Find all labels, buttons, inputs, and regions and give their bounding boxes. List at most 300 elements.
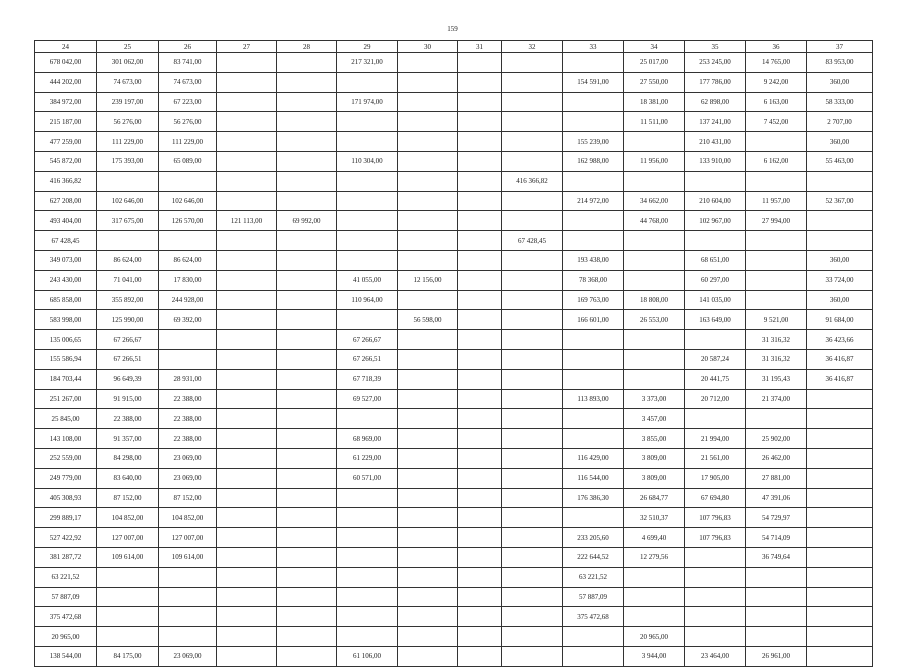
table-cell <box>398 171 458 191</box>
table-cell <box>97 607 159 627</box>
header-row <box>35 41 873 53</box>
table-cell <box>563 112 624 132</box>
table-cell <box>337 171 398 191</box>
table-cell <box>97 171 159 191</box>
table-cell <box>746 409 807 429</box>
table-cell <box>277 151 337 171</box>
table-cell <box>563 508 624 528</box>
table-cell <box>458 231 502 251</box>
table-cell <box>502 290 563 310</box>
table-cell: 138 544,00 <box>35 646 97 666</box>
table-cell <box>807 429 873 449</box>
table-cell: 23 464,00 <box>685 646 746 666</box>
table-cell <box>398 132 458 152</box>
table-row <box>35 627 873 647</box>
table-cell <box>458 310 502 330</box>
table-cell: 36 416,87 <box>807 369 873 389</box>
table-cell <box>746 567 807 587</box>
table-cell <box>624 171 685 191</box>
table-cell <box>563 171 624 191</box>
column-header: 31 <box>458 41 502 53</box>
table-cell: 67 266,51 <box>337 349 398 369</box>
table-cell: 11 957,00 <box>746 191 807 211</box>
table-cell: 349 073,00 <box>35 250 97 270</box>
table-cell <box>398 627 458 647</box>
table-cell <box>624 349 685 369</box>
table-cell: 125 990,00 <box>97 310 159 330</box>
table-cell: 55 463,00 <box>807 151 873 171</box>
table-cell: 4 699,40 <box>624 528 685 548</box>
table-cell: 253 245,00 <box>685 53 746 73</box>
table-cell: 405 308,93 <box>35 488 97 508</box>
table-cell <box>807 547 873 567</box>
page-number: 159 <box>447 25 458 33</box>
table-cell <box>217 330 277 350</box>
table-row <box>35 429 873 449</box>
table-cell <box>337 508 398 528</box>
table-cell <box>685 409 746 429</box>
table-cell: 175 393,00 <box>97 151 159 171</box>
table-cell <box>502 330 563 350</box>
table-cell: 27 881,00 <box>746 468 807 488</box>
table-cell <box>217 508 277 528</box>
table-cell <box>398 369 458 389</box>
table-cell: 375 472,68 <box>35 607 97 627</box>
table-cell <box>458 607 502 627</box>
table-cell <box>502 53 563 73</box>
table-cell <box>217 151 277 171</box>
table-cell <box>337 587 398 607</box>
table-cell: 104 852,00 <box>159 508 217 528</box>
table-row <box>35 607 873 627</box>
table-cell: 384 972,00 <box>35 92 97 112</box>
table-cell: 135 006,65 <box>35 330 97 350</box>
table-cell: 11 511,00 <box>624 112 685 132</box>
table-cell: 84 298,00 <box>97 448 159 468</box>
table-cell: 74 673,00 <box>159 72 217 92</box>
table-cell <box>398 528 458 548</box>
table-cell: 61 229,00 <box>337 448 398 468</box>
table-row <box>35 92 873 112</box>
table-cell <box>458 646 502 666</box>
table-cell: 355 892,00 <box>97 290 159 310</box>
table-cell <box>277 587 337 607</box>
table-cell <box>502 607 563 627</box>
table-cell <box>277 330 337 350</box>
table-cell: 56 598,00 <box>398 310 458 330</box>
table-cell: 26 462,00 <box>746 448 807 468</box>
table-cell <box>458 53 502 73</box>
table-cell <box>217 270 277 290</box>
table-cell <box>277 468 337 488</box>
table-cell <box>624 587 685 607</box>
table-cell: 86 624,00 <box>159 250 217 270</box>
table-cell: 137 241,00 <box>685 112 746 132</box>
table-cell: 360,00 <box>807 132 873 152</box>
table-cell: 56 276,00 <box>97 112 159 132</box>
table-cell <box>398 607 458 627</box>
table-cell <box>337 607 398 627</box>
table-row <box>35 349 873 369</box>
table-cell <box>97 627 159 647</box>
table-cell: 12 279,56 <box>624 547 685 567</box>
table-cell <box>398 409 458 429</box>
table-cell: 67 266,51 <box>97 349 159 369</box>
column-header: 37 <box>807 41 873 53</box>
table-cell <box>217 92 277 112</box>
table-cell <box>502 92 563 112</box>
table-cell <box>746 231 807 251</box>
table-cell: 67 223,00 <box>159 92 217 112</box>
table-cell <box>398 508 458 528</box>
table-cell: 20 965,00 <box>35 627 97 647</box>
table-cell <box>502 547 563 567</box>
table-cell <box>97 587 159 607</box>
table-cell <box>502 409 563 429</box>
table-cell <box>159 627 217 647</box>
table-cell <box>337 310 398 330</box>
table-cell <box>398 646 458 666</box>
table-cell <box>217 528 277 548</box>
table-cell <box>746 587 807 607</box>
table-cell: 63 221,52 <box>35 567 97 587</box>
table-cell <box>502 587 563 607</box>
table-row <box>35 171 873 191</box>
table-cell: 84 175,00 <box>97 646 159 666</box>
table-cell <box>807 607 873 627</box>
table-cell: 249 779,00 <box>35 468 97 488</box>
table-cell <box>563 231 624 251</box>
table-cell <box>685 567 746 587</box>
table-cell: 381 287,72 <box>35 547 97 567</box>
table-cell: 685 858,00 <box>35 290 97 310</box>
table-cell <box>502 72 563 92</box>
table-cell: 60 571,00 <box>337 468 398 488</box>
table-row <box>35 389 873 409</box>
table-cell <box>277 409 337 429</box>
table-cell <box>337 627 398 647</box>
table-cell <box>746 290 807 310</box>
table-cell <box>217 112 277 132</box>
table-cell <box>458 448 502 468</box>
table-cell <box>398 488 458 508</box>
table-cell: 155 239,00 <box>563 132 624 152</box>
table-cell: 102 646,00 <box>97 191 159 211</box>
table-cell: 27 550,00 <box>624 72 685 92</box>
table-cell <box>563 53 624 73</box>
table-cell: 41 055,00 <box>337 270 398 290</box>
table-cell: 68 969,00 <box>337 429 398 449</box>
table-cell: 56 276,00 <box>159 112 217 132</box>
table-cell <box>458 429 502 449</box>
table-cell: 104 852,00 <box>97 508 159 528</box>
table-cell <box>398 349 458 369</box>
table-header <box>35 41 873 53</box>
table-cell <box>277 646 337 666</box>
table-cell: 102 646,00 <box>159 191 217 211</box>
table-cell <box>458 409 502 429</box>
table-cell <box>159 231 217 251</box>
table-cell <box>217 132 277 152</box>
table-cell: 133 910,00 <box>685 151 746 171</box>
table-cell: 3 373,00 <box>624 389 685 409</box>
table-cell: 61 106,00 <box>337 646 398 666</box>
table-cell: 107 796,83 <box>685 528 746 548</box>
table-cell <box>502 646 563 666</box>
table-cell <box>277 448 337 468</box>
table-cell <box>277 389 337 409</box>
table-cell: 210 431,00 <box>685 132 746 152</box>
table-cell <box>277 528 337 548</box>
table-cell <box>337 72 398 92</box>
table-cell: 3 457,00 <box>624 409 685 429</box>
table-cell <box>277 429 337 449</box>
column-header: 34 <box>624 41 685 53</box>
table-cell <box>502 448 563 468</box>
table-cell <box>398 92 458 112</box>
ledger-table <box>34 40 873 667</box>
table-cell: 110 964,00 <box>337 290 398 310</box>
table-cell <box>217 448 277 468</box>
table-cell: 126 570,00 <box>159 211 217 231</box>
column-header: 36 <box>746 41 807 53</box>
table-cell <box>458 270 502 290</box>
table-cell <box>159 171 217 191</box>
table-cell: 67 266,67 <box>97 330 159 350</box>
table-body <box>35 53 873 667</box>
table-cell: 21 374,00 <box>746 389 807 409</box>
table-cell: 110 304,00 <box>337 151 398 171</box>
table-cell <box>458 211 502 231</box>
table-row <box>35 53 873 73</box>
table-cell: 23 069,00 <box>159 646 217 666</box>
table-cell: 17 905,00 <box>685 468 746 488</box>
table-cell <box>502 567 563 587</box>
table-cell <box>159 567 217 587</box>
table-row <box>35 567 873 587</box>
table-cell: 678 042,00 <box>35 53 97 73</box>
table-cell <box>502 310 563 330</box>
table-cell <box>97 567 159 587</box>
table-cell: 493 404,00 <box>35 211 97 231</box>
table-cell <box>563 409 624 429</box>
table-cell: 36 749,64 <box>746 547 807 567</box>
table-cell: 44 768,00 <box>624 211 685 231</box>
table-cell <box>398 250 458 270</box>
table-cell <box>458 250 502 270</box>
table-cell <box>807 468 873 488</box>
table-cell <box>217 53 277 73</box>
table-cell: 57 887,09 <box>35 587 97 607</box>
table-cell: 22 388,00 <box>97 409 159 429</box>
table-cell <box>97 231 159 251</box>
table-cell <box>563 646 624 666</box>
table-cell: 299 889,17 <box>35 508 97 528</box>
table-cell <box>458 528 502 548</box>
table-cell: 217 321,00 <box>337 53 398 73</box>
table-cell <box>217 587 277 607</box>
table-cell: 171 974,00 <box>337 92 398 112</box>
table-cell: 109 614,00 <box>97 547 159 567</box>
table-cell: 141 035,00 <box>685 290 746 310</box>
table-cell: 87 152,00 <box>97 488 159 508</box>
table-cell <box>502 151 563 171</box>
table-cell <box>502 191 563 211</box>
table-cell: 23 069,00 <box>159 468 217 488</box>
table-cell <box>563 330 624 350</box>
table-cell: 78 368,00 <box>563 270 624 290</box>
table-row <box>35 72 873 92</box>
table-cell <box>337 567 398 587</box>
table-cell <box>807 211 873 231</box>
table-cell: 32 510,37 <box>624 508 685 528</box>
table-cell: 111 229,00 <box>159 132 217 152</box>
table-cell <box>563 92 624 112</box>
table-cell <box>563 429 624 449</box>
table-row <box>35 231 873 251</box>
table-cell <box>277 369 337 389</box>
table-cell <box>807 646 873 666</box>
table-row <box>35 448 873 468</box>
table-cell: 33 724,00 <box>807 270 873 290</box>
table-cell <box>807 231 873 251</box>
table-cell: 6 163,00 <box>746 92 807 112</box>
table-cell: 176 386,30 <box>563 488 624 508</box>
table-cell <box>458 290 502 310</box>
table-cell: 62 898,00 <box>685 92 746 112</box>
table-cell <box>458 330 502 350</box>
table-cell: 17 830,00 <box>159 270 217 290</box>
table-cell <box>217 627 277 647</box>
table-cell <box>458 468 502 488</box>
table-cell: 184 703,44 <box>35 369 97 389</box>
table-cell: 214 972,00 <box>563 191 624 211</box>
table-cell <box>458 92 502 112</box>
table-cell <box>277 567 337 587</box>
table-cell <box>159 607 217 627</box>
table-cell <box>807 627 873 647</box>
table-cell: 243 430,00 <box>35 270 97 290</box>
table-cell: 34 662,00 <box>624 191 685 211</box>
table-cell: 113 893,00 <box>563 389 624 409</box>
table-cell: 18 808,00 <box>624 290 685 310</box>
table-cell: 69 527,00 <box>337 389 398 409</box>
table-cell: 65 089,00 <box>159 151 217 171</box>
table-cell: 20 441,75 <box>685 369 746 389</box>
table-cell: 143 108,00 <box>35 429 97 449</box>
table-cell: 91 684,00 <box>807 310 873 330</box>
table-cell <box>398 290 458 310</box>
table-cell: 91 357,00 <box>97 429 159 449</box>
table-cell <box>337 231 398 251</box>
table-cell <box>277 112 337 132</box>
table-cell: 416 366,82 <box>35 171 97 191</box>
table-cell <box>217 191 277 211</box>
table-cell: 83 640,00 <box>97 468 159 488</box>
table-cell <box>337 409 398 429</box>
table-cell <box>217 250 277 270</box>
table-cell: 360,00 <box>807 72 873 92</box>
column-header: 33 <box>563 41 624 53</box>
table-cell: 26 684,77 <box>624 488 685 508</box>
table-cell <box>217 310 277 330</box>
table-cell <box>277 349 337 369</box>
table-cell: 22 388,00 <box>159 409 217 429</box>
table-cell <box>277 290 337 310</box>
table-row <box>35 468 873 488</box>
table-cell <box>458 72 502 92</box>
table-row <box>35 310 873 330</box>
table-cell <box>277 72 337 92</box>
table-cell: 58 333,00 <box>807 92 873 112</box>
table-cell: 14 765,00 <box>746 53 807 73</box>
table-cell: 3 809,00 <box>624 468 685 488</box>
table-cell: 360,00 <box>807 250 873 270</box>
table-cell <box>217 409 277 429</box>
table-row <box>35 547 873 567</box>
column-header: 35 <box>685 41 746 53</box>
table-cell <box>502 627 563 647</box>
table-cell <box>458 112 502 132</box>
table-cell: 26 553,00 <box>624 310 685 330</box>
table-cell <box>217 567 277 587</box>
table-row <box>35 191 873 211</box>
table-cell <box>277 270 337 290</box>
table-cell <box>217 171 277 191</box>
table-cell: 583 998,00 <box>35 310 97 330</box>
table-cell: 27 994,00 <box>746 211 807 231</box>
table-cell: 222 644,52 <box>563 547 624 567</box>
table-cell <box>746 270 807 290</box>
table-cell: 60 297,00 <box>685 270 746 290</box>
table-cell: 6 162,00 <box>746 151 807 171</box>
table-cell: 416 366,82 <box>502 171 563 191</box>
table-cell: 20 712,00 <box>685 389 746 409</box>
table-row <box>35 211 873 231</box>
table-cell <box>458 132 502 152</box>
table-cell <box>624 567 685 587</box>
table-cell <box>398 330 458 350</box>
table-cell: 63 221,52 <box>563 567 624 587</box>
table-cell <box>458 389 502 409</box>
table-cell <box>502 211 563 231</box>
table-cell: 21 561,00 <box>685 448 746 468</box>
table-cell <box>624 270 685 290</box>
table-cell: 54 729,97 <box>746 508 807 528</box>
table-cell: 3 855,00 <box>624 429 685 449</box>
table-cell <box>217 369 277 389</box>
table-cell: 31 316,32 <box>746 349 807 369</box>
table-cell: 109 614,00 <box>159 547 217 567</box>
table-cell <box>807 587 873 607</box>
table-cell <box>624 330 685 350</box>
table-row <box>35 270 873 290</box>
table-cell: 116 429,00 <box>563 448 624 468</box>
table-cell: 20 965,00 <box>624 627 685 647</box>
column-header: 29 <box>337 41 398 53</box>
table-cell: 154 591,00 <box>563 72 624 92</box>
table-cell <box>337 132 398 152</box>
table-cell <box>563 211 624 231</box>
table-cell <box>458 627 502 647</box>
table-cell <box>277 607 337 627</box>
table-cell <box>277 508 337 528</box>
table-cell <box>502 429 563 449</box>
table-cell: 166 601,00 <box>563 310 624 330</box>
table-cell: 177 786,00 <box>685 72 746 92</box>
table-cell <box>217 488 277 508</box>
table-row <box>35 488 873 508</box>
